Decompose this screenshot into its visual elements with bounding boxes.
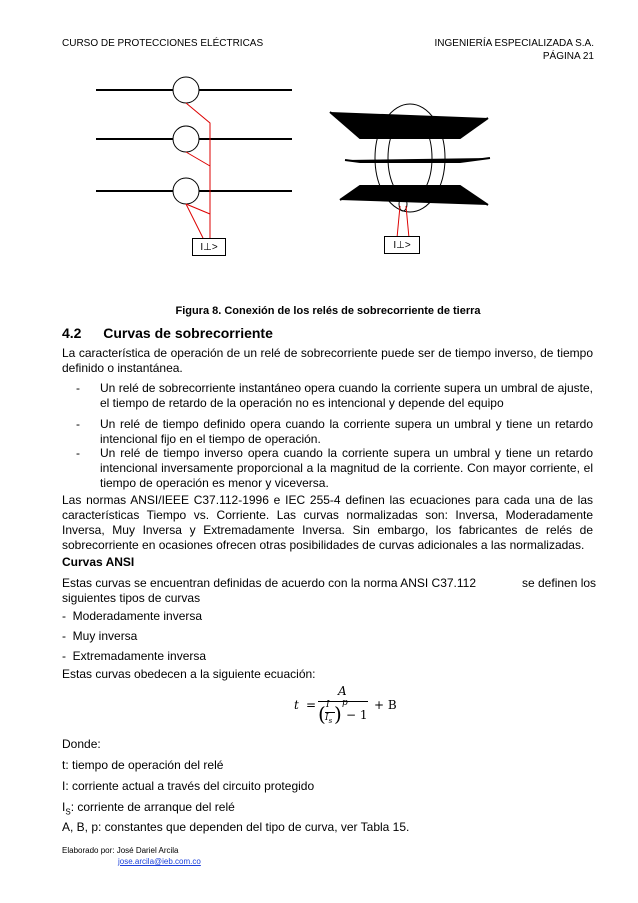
definition-t: t: tiempo de operación del relé	[62, 758, 224, 772]
left-current-transformers	[173, 77, 199, 204]
ground-relay-connection-diagram	[0, 0, 638, 300]
figure-caption: Figura 8. Conexión de los relés de sobrecorriente de tierra	[175, 305, 481, 317]
footer-email-link[interactable]: jose.arcila@ieb.com.co	[118, 857, 201, 866]
bullet-inverse-time: Un relé de tiempo inverso opera cuando la corriente supera un umbral y tiene un retardo intencional inversamente proporcional a la magnitud de la corriente. Con mayor corriente, el tiempo de operación es menor y viceversa.	[100, 446, 593, 490]
bullet-definite-time: Un relé de tiempo definido opera cuando la corriente supera un umbral y tiene un retardo intencional fijo en el tiempo de operación.	[100, 417, 593, 446]
norms-paragraph: Las normas ANSI/IEEE C37.112-1996 e IEC 255-4 definen las ecuaciones para cada una de las características Tiempo vs. Corriente. Las curvas normalizadas son: Inversa, Moderadamente Inversa, Muy Inversa y Extremadamente Inversa. Sin embargo, los fabricantes de relés de sobrecorriente en ocasiones ofrecen otras posibilidades de curvas adicionales a las normalizadas.	[62, 493, 593, 552]
definition-is: $I_S$: corriente de arranque del relé	[62, 800, 235, 817]
definition-i: I: corriente actual a través del circuito protegido	[62, 779, 315, 793]
ansi-subheading: Curvas ANSI	[62, 555, 135, 569]
time-current-equation	[294, 684, 414, 732]
intro-paragraph: La característica de operación de un relé de sobrecorriente puede ser de tiempo inverso, de tiempo definido o instantánea.	[62, 346, 593, 375]
right-conductors	[330, 112, 490, 205]
curve-type-label: Extremadamente inversa	[72, 649, 207, 663]
eq-paren-right: )	[334, 702, 342, 726]
section-number: 4.2	[62, 325, 82, 341]
eq-lhs: t	[294, 698, 299, 712]
eq-equals: =	[306, 698, 317, 712]
curve-type-label: Muy inversa	[72, 629, 138, 643]
bullet-dash: -	[76, 381, 80, 395]
curve-type-item: - Muy inversa	[62, 629, 138, 643]
definition-constants: A, B, p: constantes que dependen del tipo de curva, ver Tabla 15.	[62, 820, 410, 834]
bullet-dash: -	[76, 417, 80, 431]
ansi-line-2: siguientes tipos de curvas	[62, 591, 201, 605]
bullet-dash: -	[76, 446, 80, 460]
section-heading	[62, 325, 273, 341]
ground-relay-left: I⊥>	[192, 238, 226, 256]
donde-label: Donde:	[62, 737, 101, 751]
header-company: INGENIERÍA ESPECIALIZADA S.A.	[434, 38, 594, 49]
eq-minus-one: − 1	[346, 708, 368, 722]
ansi-line-1a: Estas curvas se encuentran definidas de acuerdo con la norma ANSI C37.112	[62, 576, 477, 590]
eq-base-numerator: I	[326, 700, 330, 710]
curve-type-item: - Moderadamente inversa	[62, 609, 203, 623]
eq-exponent: p	[342, 698, 348, 708]
section-title: Curvas de sobrecorriente	[103, 325, 273, 341]
eq-paren-left: (	[318, 702, 326, 726]
header-course: CURSO DE PROTECCIONES ELÉCTRICAS	[62, 38, 264, 49]
ground-relay-right: I⊥>	[384, 236, 420, 254]
ansi-line-1b: se definen los	[522, 576, 597, 590]
curve-type-item: - Extremadamente inversa	[62, 649, 207, 663]
equation-intro: Estas curvas obedecen a la siguiente ecuación:	[62, 667, 316, 681]
eq-base-denominator: $I_s$	[325, 713, 333, 725]
header-page: PÁGINA 21	[542, 51, 594, 62]
bullet-instantaneous: Un relé de sobrecorriente instantáneo opera cuando la corriente supera un umbral de ajuste, el tiempo de retardo de la operación no es intencional y depende del equipo	[100, 381, 593, 410]
eq-numerator: A	[338, 684, 347, 698]
eq-plus-b: + B	[374, 698, 397, 712]
curve-type-label: Moderadamente inversa	[72, 609, 203, 623]
footer-author: Elaborado por: José Dariel Arcila	[62, 846, 179, 855]
left-residual-wiring	[186, 103, 210, 238]
